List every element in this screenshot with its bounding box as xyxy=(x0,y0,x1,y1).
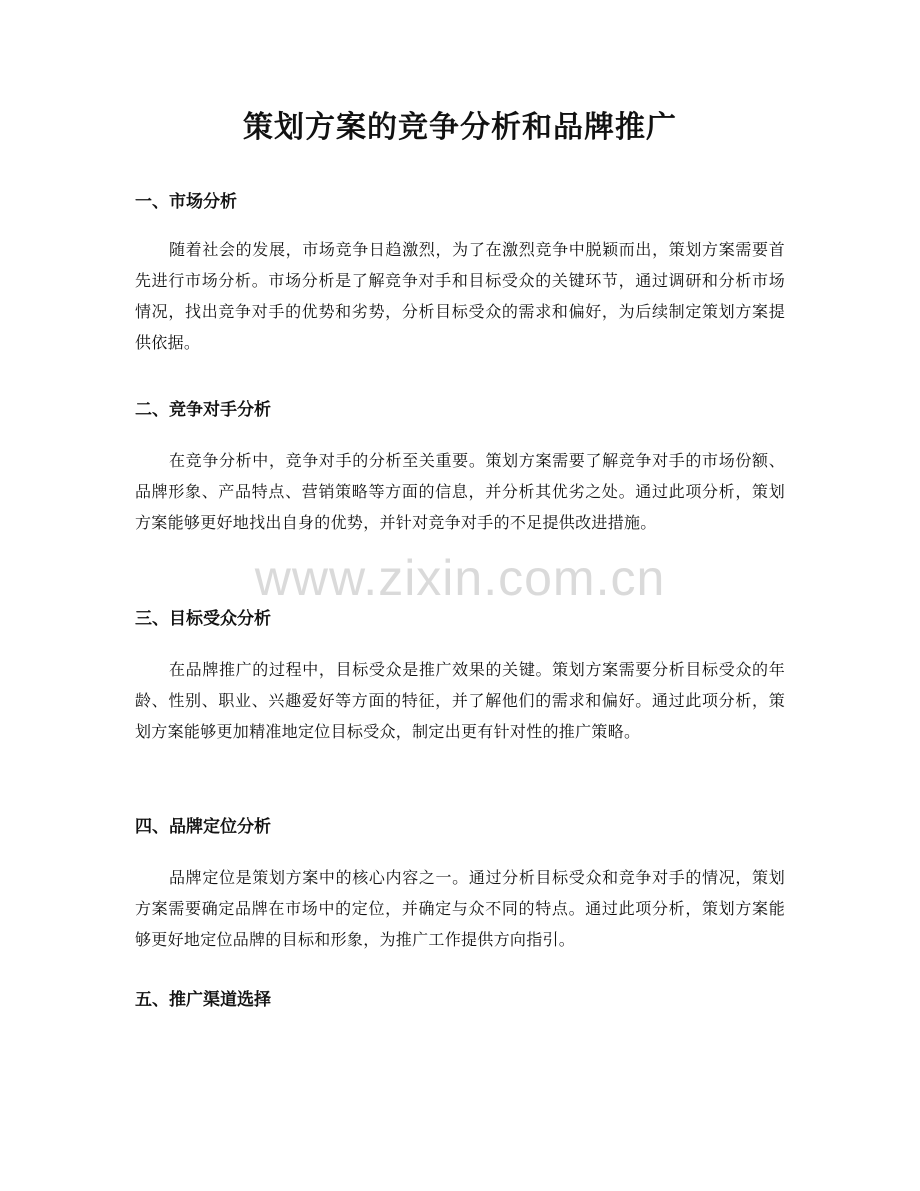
section-paragraph-market-analysis: 随着社会的发展，市场竞争日趋激烈，为了在激烈竞争中脱颖而出，策划方案需要首先进行市场分析。市场分析是了解竞争对手和目标受众的关键环节，通过调研和分析市场情况，找出竞争对手的优势和劣势，分析目标受众的需求和偏好，为后续制定策划方案提供依据。 xyxy=(135,240,785,352)
section-heading-promotion-channels: 五、推广渠道选择 xyxy=(135,990,271,1010)
page-title: 策划方案的竞争分析和品牌推广 xyxy=(243,110,677,145)
section-heading-competitor-analysis: 二、竞争对手分析 xyxy=(135,400,271,420)
section-heading-market-analysis: 一、市场分析 xyxy=(135,192,237,212)
watermark: www.zixin.com.cn xyxy=(254,550,666,606)
section-paragraph-competitor-analysis: 在竞争分析中，竞争对手的分析至关重要。策划方案需要了解竞争对手的市场份额、品牌形象、产品特点、营销策略等方面的信息，并分析其优劣之处。通过此项分析，策划方案能够更好地找出自身的优势，并针对竞争对手的不足提供改进措施。 xyxy=(135,451,785,532)
section-heading-target-audience: 三、目标受众分析 xyxy=(135,609,271,629)
section-paragraph-brand-positioning: 品牌定位是策划方案中的核心内容之一。通过分析目标受众和竞争对手的情况，策划方案需要确定品牌在市场中的定位，并确定与众不同的特点。通过此项分析，策划方案能够更好地定位品牌的目标和形象，为推广工作提供方向指引。 xyxy=(135,868,785,949)
section-paragraph-target-audience: 在品牌推广的过程中，目标受众是推广效果的关键。策划方案需要分析目标受众的年龄、性别、职业、兴趣爱好等方面的特征，并了解他们的需求和偏好。通过此项分析，策划方案能够更加精准地定位目标受众，制定出更有针对性的推广策略。 xyxy=(135,660,785,741)
section-heading-brand-positioning: 四、品牌定位分析 xyxy=(135,817,271,837)
